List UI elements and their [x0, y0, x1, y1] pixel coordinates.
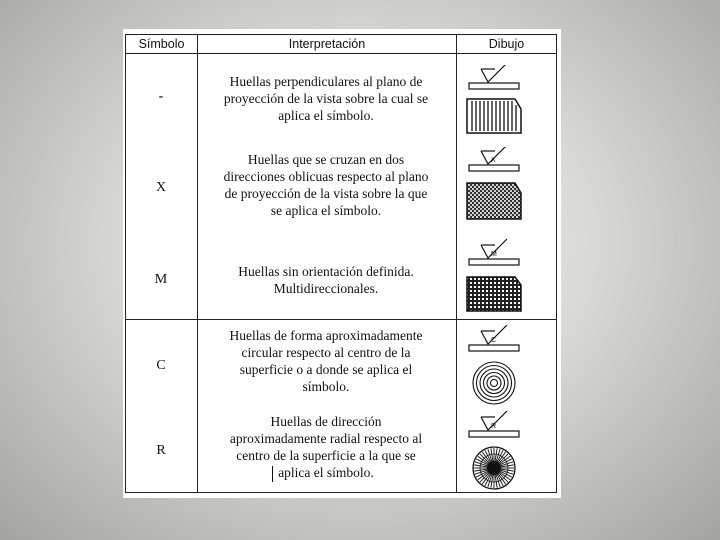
- text-line: se aplica el símbolo.: [270, 203, 382, 218]
- radial-lines-icon: [461, 411, 527, 493]
- drawing-letter: R: [491, 423, 497, 430]
- document-page: [123, 29, 561, 498]
- header-symbol: Símbolo: [138, 37, 185, 51]
- symbol-m: M: [154, 272, 168, 287]
- text-line: circular respecto al centro de la: [241, 345, 411, 360]
- multidirectional-icon: [461, 229, 527, 315]
- symbol-perpendicular: -: [158, 89, 164, 104]
- row-divider: [126, 319, 556, 320]
- interpretation-r: [199, 413, 453, 481]
- interpretation-m: [199, 263, 453, 297]
- text-line: Huellas perpendiculares al plano de: [229, 74, 423, 89]
- header-drawing: Dibujo: [488, 37, 525, 51]
- text-line: proyección de la vista sobre la cual se: [223, 91, 429, 106]
- interpretation-c: [199, 327, 453, 395]
- header-divider: [126, 53, 556, 54]
- column-divider: [456, 35, 457, 492]
- text-line: Huellas de forma aproximadamente: [229, 328, 423, 343]
- text-line: aproximadamente radial respecto al: [229, 431, 423, 446]
- text-line: superficie o a donde se aplica el: [239, 362, 413, 377]
- interpretation-perpendicular: [199, 73, 453, 124]
- parallel-lines-icon: [461, 65, 527, 137]
- text-line: símbolo.: [302, 379, 350, 394]
- text-line: aplica el símbolo.: [278, 465, 374, 480]
- concentric-circles-icon: [461, 325, 527, 409]
- symbol-r: R: [156, 443, 166, 458]
- lay-symbols-table: [125, 34, 557, 493]
- drawing-letter: X: [491, 157, 496, 164]
- symbol-c: C: [156, 358, 166, 373]
- column-divider: [197, 35, 198, 492]
- drawing-letter: C: [491, 337, 497, 344]
- text-line: Multidireccionales.: [273, 281, 379, 296]
- drawing-letter: M: [491, 251, 497, 258]
- text-line: centro de la superficie a la que se: [236, 448, 416, 463]
- text-line: Huellas que se cruzan en dos: [247, 152, 405, 167]
- header-interpretation: Interpretación: [288, 37, 366, 51]
- text-line: Huellas de dirección: [270, 414, 382, 429]
- text-line: Huellas sin orientación definida.: [238, 264, 414, 279]
- crossed-lines-icon: [461, 147, 527, 223]
- text-line: aplica el símbolo.: [278, 108, 374, 123]
- text-line: direcciones oblicuas respecto al plano: [223, 169, 429, 184]
- text-cursor: [272, 466, 273, 482]
- text-line: de proyección de la vista sobre la que: [224, 186, 428, 201]
- symbol-x: X: [155, 180, 167, 195]
- interpretation-x: [199, 151, 453, 219]
